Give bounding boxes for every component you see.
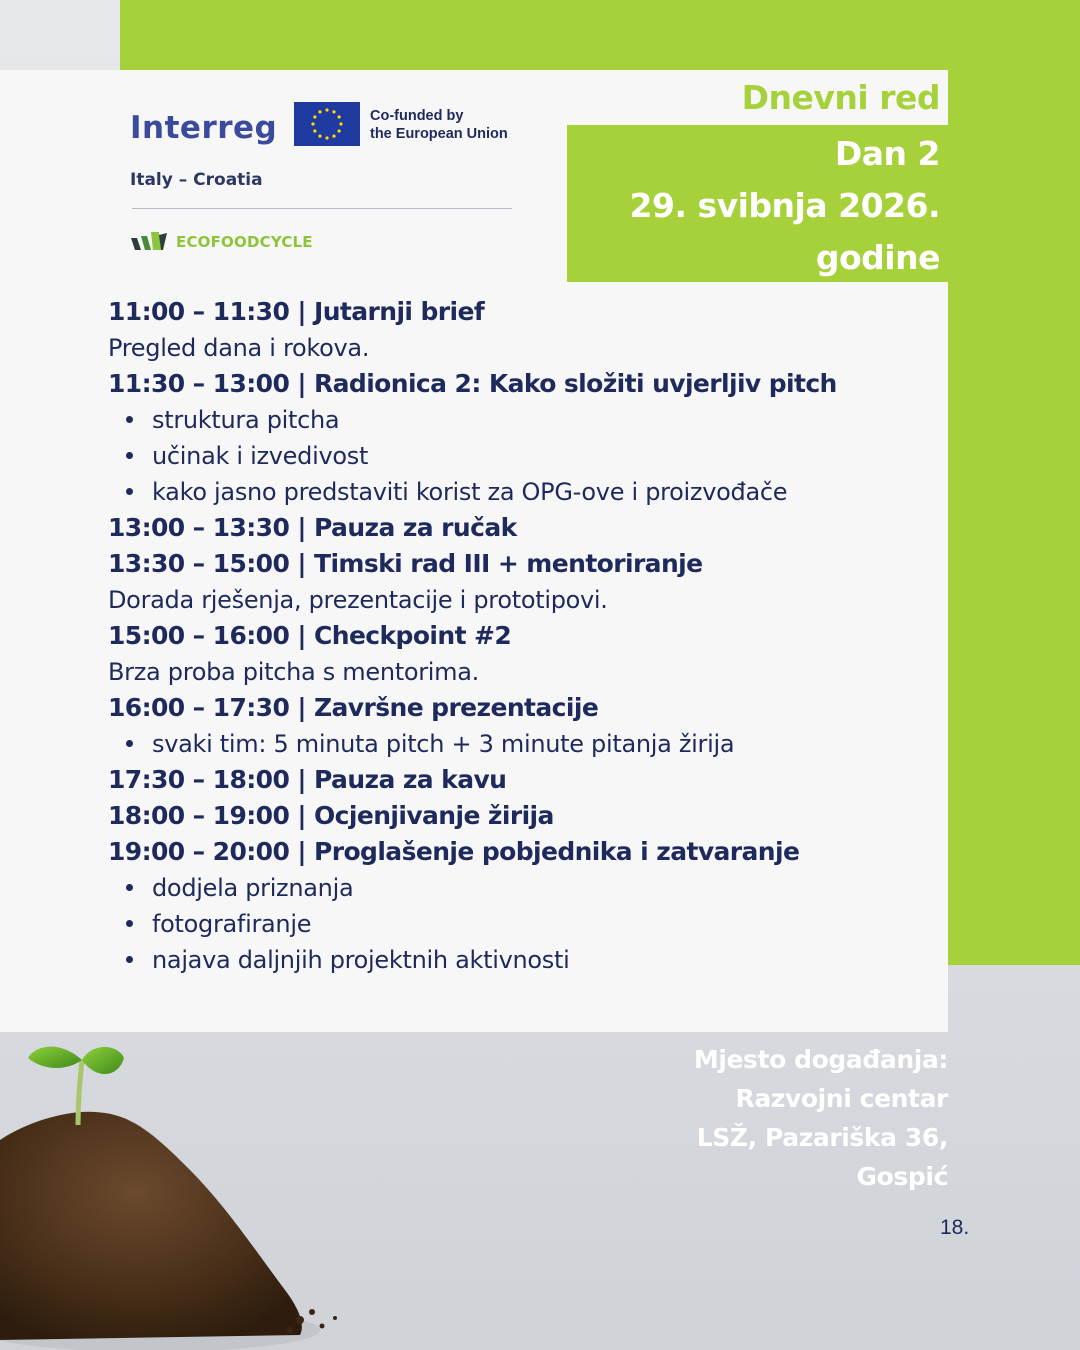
day-label: Dan 2 — [834, 134, 940, 173]
project-name: ECOFOODCYCLE — [176, 233, 313, 251]
agenda-bullet — [108, 438, 908, 474]
venue-address: LSŽ, Pazariška 36, — [696, 1123, 948, 1152]
cofunded-text — [370, 107, 508, 143]
eu-star — [325, 108, 328, 111]
eu-star — [325, 136, 328, 139]
bullet-dot-icon — [126, 452, 133, 459]
bullet-text: svaki tim: 5 minuta pitch + 3 minute pitanja žirija — [152, 730, 735, 758]
agenda-session-heading: 11:30 – 13:00 | Radionica 2: Kako složiti uvjerljiv pitch — [108, 369, 837, 398]
agenda-session-heading: 17:30 – 18:00 | Pauza za kavu — [108, 765, 507, 794]
right-green-band — [948, 0, 1080, 965]
eu-star — [338, 115, 341, 118]
agenda-bullet — [108, 906, 908, 942]
date-label: 29. svibnja 2026. — [629, 186, 940, 225]
agenda-session-description: Dorada rješenja, prezentacije i prototipovi. — [108, 586, 608, 614]
bullet-text: kako jasno predstaviti korist za OPG-ove i proizvođače — [152, 478, 788, 506]
venue-city: Gospić — [856, 1162, 948, 1191]
agenda-bullet — [108, 726, 908, 762]
venue-block — [694, 1040, 948, 1196]
eu-star — [332, 110, 335, 113]
interreg-logo: Interreg — [130, 110, 278, 146]
top-green-band — [120, 0, 1080, 70]
agenda-session-heading: 11:00 – 11:30 | Jutarnji brief — [108, 297, 485, 326]
eu-star — [318, 135, 321, 138]
eu-star — [311, 122, 314, 125]
eu-star — [313, 129, 316, 132]
bullet-text: dodjela priznanja — [152, 874, 354, 902]
agenda-session-heading: 13:30 – 15:00 | Timski rad III + mentoriranje — [108, 549, 703, 578]
venue-label: Mjesto događanja: — [693, 1045, 948, 1074]
seedling-soil-illustration — [0, 1030, 420, 1350]
eu-flag-icon — [294, 102, 360, 146]
eu-star — [318, 110, 321, 113]
bullet-text: struktura pitcha — [152, 406, 340, 434]
ecofoodcycle-logo-icon — [131, 232, 167, 250]
date-block — [630, 128, 940, 284]
bullet-dot-icon — [126, 416, 133, 423]
program-label: Italy – Croatia — [130, 170, 263, 190]
bullet-dot-icon — [126, 488, 133, 495]
year-word: godine — [815, 238, 940, 277]
agenda-session-heading: 19:00 – 20:00 | Proglašenje pobjednika i zatvaranje — [108, 837, 800, 866]
bullet-text: najava daljnjih projektnih aktivnosti — [152, 946, 570, 974]
bullet-text: fotografiranje — [152, 910, 312, 938]
bullet-dot-icon — [126, 956, 133, 963]
bullet-dot-icon — [126, 884, 133, 891]
eu-star — [339, 122, 342, 125]
agenda-list — [108, 294, 908, 978]
cofunded-line-2: the European Union — [370, 126, 508, 142]
bullet-text: učinak i izvedivost — [152, 442, 369, 470]
eu-star — [332, 135, 335, 138]
agenda-bullet — [108, 870, 908, 906]
cofunded-line-1: Co-funded by — [370, 108, 464, 124]
bullet-dot-icon — [126, 920, 133, 927]
agenda-session-heading: 18:00 – 19:00 | Ocjenjivanje žirija — [108, 801, 554, 830]
bullet-dot-icon — [126, 740, 133, 747]
logo-divider — [132, 208, 512, 209]
agenda-session-heading: 15:00 – 16:00 | Checkpoint #2 — [108, 621, 512, 650]
page-title: Dnevni red — [741, 78, 940, 117]
page-number: 18. — [940, 1216, 970, 1239]
venue-name: Razvojni centar — [735, 1084, 948, 1113]
agenda-bullet — [108, 942, 908, 978]
agenda-bullet — [108, 474, 908, 510]
eu-star — [338, 129, 341, 132]
eu-star — [313, 115, 316, 118]
agenda-session-description: Pregled dana i rokova. — [108, 334, 370, 362]
agenda-session-heading: 16:00 – 17:30 | Završne prezentacije — [108, 693, 599, 722]
agenda-session-description: Brza proba pitcha s mentorima. — [108, 658, 479, 686]
agenda-bullet — [108, 402, 908, 438]
agenda-session-heading: 13:00 – 13:30 | Pauza za ručak — [108, 513, 517, 542]
